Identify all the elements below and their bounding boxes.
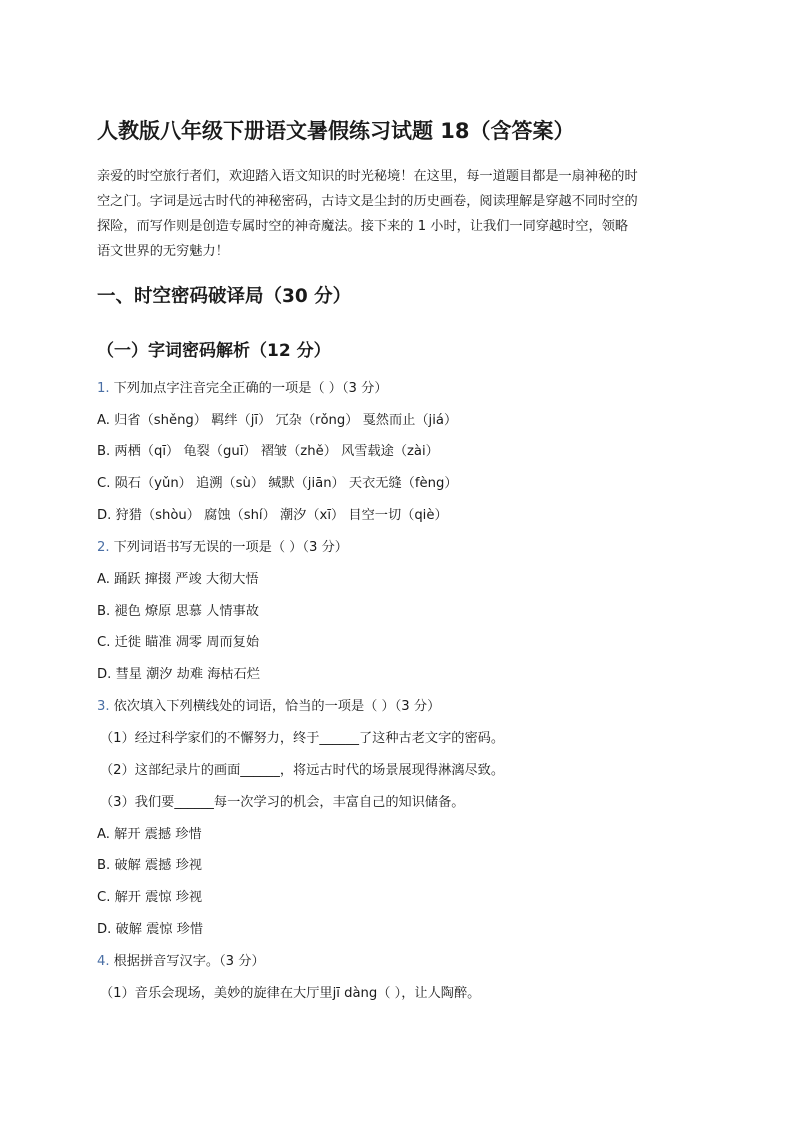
option-a: A. 归省（shěng） 羁绊（jī） 冗杂（rǒng） 戛然而止（jiá） <box>97 413 458 428</box>
question-stem <box>97 697 440 717</box>
intro-paragraph <box>97 164 702 264</box>
sub-question: （3）我们要______每一次学习的机会，丰富自己的知识储备。 <box>100 795 465 810</box>
option-d: D. 破解 震惊 珍惜 <box>97 922 204 937</box>
question-stem <box>97 538 348 558</box>
option-a: A. 踊跃 撺掇 严竣 大彻大悟 <box>97 572 259 587</box>
question-stem <box>97 379 388 399</box>
question-number: 1. <box>97 381 110 396</box>
sub-question: （1）音乐会现场，美妙的旋律在大厅里jī dàng（ ），让人陶醉。 <box>100 986 481 1001</box>
option-a: A. 解开 震撼 珍惜 <box>97 827 202 842</box>
option-c: C. 解开 震惊 珍视 <box>97 890 203 905</box>
intro-line: 亲爱的时空旅行者们，欢迎踏入语文知识的时光秘境！在这里，每一道题目都是一扇神秘的时 <box>97 169 638 184</box>
option-b: B. 两栖（qī） 龟裂（guī） 褶皱（zhě） 风雪载途（zài） <box>97 444 439 459</box>
option-d: D. 彗星 潮汐 劫难 海枯石烂 <box>97 667 260 682</box>
question-text: 下列加点字注音完全正确的一项是（ ）（3 分） <box>113 381 388 396</box>
intro-line: 语文世界的无穷魅力！ <box>97 244 229 259</box>
question-number: 4. <box>97 954 110 969</box>
option-c: C. 迁徙 瞄准 凋零 周而复始 <box>97 635 260 650</box>
option-d: D. 狩猎（shòu） 腐蚀（shí） 潮汐（xī） 目空一切（qiè） <box>97 508 448 523</box>
intro-line: 探险，而写作则是创造专属时空的神奇魔法。接下来的 1 小时，让我们一同穿越时空，领略 <box>97 219 629 234</box>
intro-line: 空之门。字词是远古时代的神秘密码，古诗文是尘封的历史画卷，阅读理解是穿越不同时空的 <box>97 194 638 209</box>
option-b: B. 破解 震撼 珍视 <box>97 858 202 873</box>
sub-question: （2）这部纪录片的画面______，将远古时代的场景展现得淋漓尽致。 <box>100 763 505 778</box>
question-stem <box>97 952 265 972</box>
question-number: 3. <box>97 699 110 714</box>
sub-question: （1）经过科学家们的不懈努力，终于______了这种古老文字的密码。 <box>100 731 505 746</box>
question-text: 下列词语书写无误的一项是（ ）（3 分） <box>113 540 348 555</box>
section-heading: 一、时空密码破译局（30 分） <box>97 286 352 307</box>
document-title: 人教版八年级下册语文暑假练习试题 18（含答案） <box>97 119 575 143</box>
question-text: 依次填入下列横线处的词语，恰当的一项是（ ）（3 分） <box>113 699 441 714</box>
question-number: 2. <box>97 540 110 555</box>
option-b: B. 褪色 燎原 思慕 人情事故 <box>97 604 259 619</box>
option-c: C. 陨石（yǔn） 追溯（sù） 缄默（jiān） 天衣无缝（fèng） <box>97 476 458 491</box>
subsection-heading: （一）字词密码解析（12 分） <box>97 341 331 361</box>
question-text: 根据拼音写汉字。（3 分） <box>113 954 265 969</box>
